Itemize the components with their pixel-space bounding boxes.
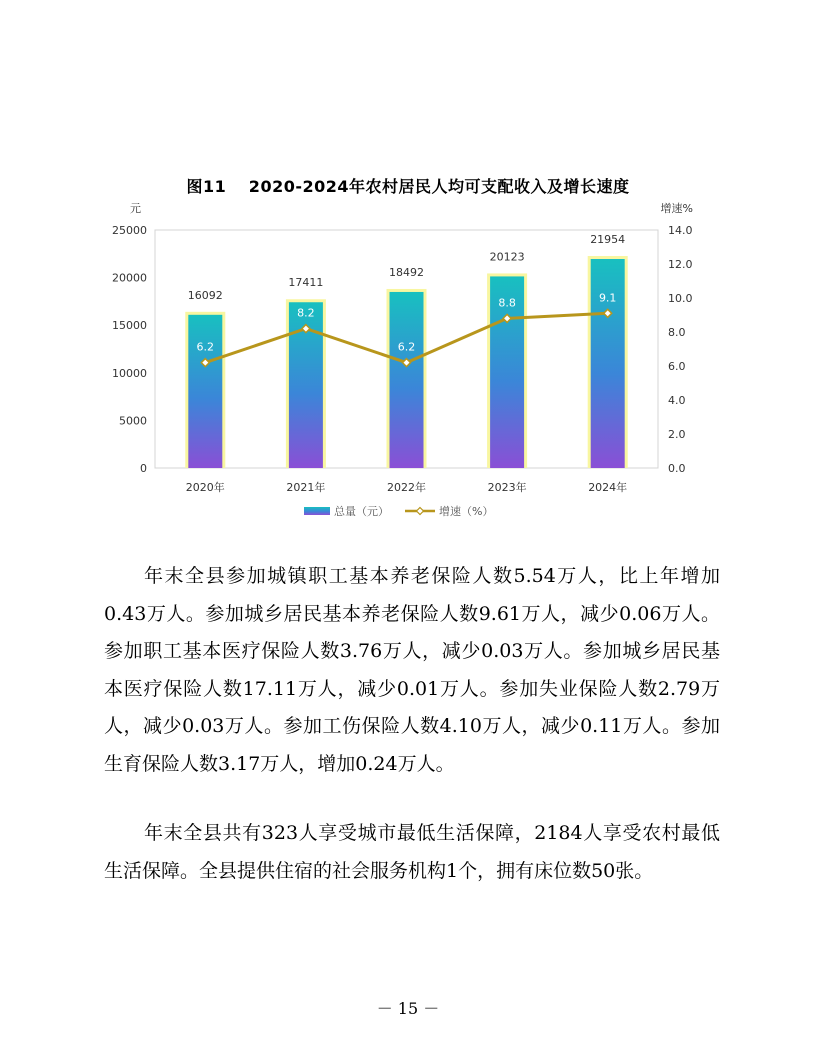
y-right-tick-label: 2.0 xyxy=(668,428,686,441)
y-right-tick-label: 12.0 xyxy=(668,258,693,271)
y-right-tick-label: 14.0 xyxy=(668,224,693,237)
bar-value-label: 16092 xyxy=(187,288,223,302)
y-left-tick-label: 0 xyxy=(140,462,147,475)
y-right-axis-label: 增速% xyxy=(660,202,693,215)
y-right-tick-label: 0.0 xyxy=(668,462,686,475)
y-right-tick-label: 4.0 xyxy=(668,394,686,407)
growth-value-label: 6.2 xyxy=(196,340,215,354)
page-number: － 15 － xyxy=(376,999,440,1018)
x-tick-label: 2024年 xyxy=(588,481,628,494)
growth-value-label: 9.1 xyxy=(598,291,617,305)
y-left-tick-label: 5000 xyxy=(119,414,147,428)
x-tick-label: 2022年 xyxy=(387,481,426,494)
y-right-tick-label: 6.0 xyxy=(668,360,686,373)
x-tick-label: 2023年 xyxy=(487,481,527,494)
income-chart xyxy=(0,190,816,530)
legend-bar-label: 总量（元） xyxy=(334,505,389,518)
bar-value-label: 21954 xyxy=(590,232,626,246)
paragraph-social-assistance: 年末全县共有323人享受城市最低生活保障，2184人享受农村最低生活保障。全县提供住宿的社会服务机构1个，拥有床位数50张。 xyxy=(104,822,720,882)
bar-value-label: 17411 xyxy=(288,276,324,290)
growth-value-label: 8.2 xyxy=(297,306,315,320)
y-left-tick-label: 10000 xyxy=(112,366,147,380)
y-left-tick-label: 15000 xyxy=(112,319,147,333)
bar xyxy=(390,292,424,468)
y-left-axis-label: 元 xyxy=(130,202,141,215)
y-right-tick-label: 8.0 xyxy=(668,326,686,339)
bar xyxy=(188,315,222,468)
y-left-tick-label: 20000 xyxy=(112,271,147,285)
growth-value-label: 8.8 xyxy=(498,296,516,310)
y-left-tick-label: 25000 xyxy=(112,224,147,237)
bar-value-label: 18492 xyxy=(389,265,424,279)
y-right-tick-label: 10.0 xyxy=(668,292,693,305)
legend-bar-swatch xyxy=(304,507,330,515)
legend-line-label: 增速（%） xyxy=(439,505,494,518)
x-tick-label: 2020年 xyxy=(185,481,225,494)
bar-value-label: 20123 xyxy=(489,250,525,264)
paragraph-social-insurance: 年末全县参加城镇职工基本养老保险人数5.54万人，比上年增加0.43万人。参加城乡居民基本养老保险人数9.61万人，减少0.06万人。参加职工基本医疗保险人数3.76万人，减少0.03万人。参加城乡居民基本医疗保险人数17.11万人，减少0.01万人。参加失业保险人数2.79万人，减少0.03万人。参加工伤保险人数4.10万人，减少0.11万人。参加生育保险人数3.17万人，增加0.24万人。 xyxy=(104,565,720,775)
growth-value-label: 6.2 xyxy=(397,340,416,354)
chart-title: 图11 2020-2024年农村居民人均可支配收入及增长速度 xyxy=(186,177,630,196)
legend-line-marker xyxy=(417,508,424,515)
x-tick-label: 2021年 xyxy=(286,481,326,494)
